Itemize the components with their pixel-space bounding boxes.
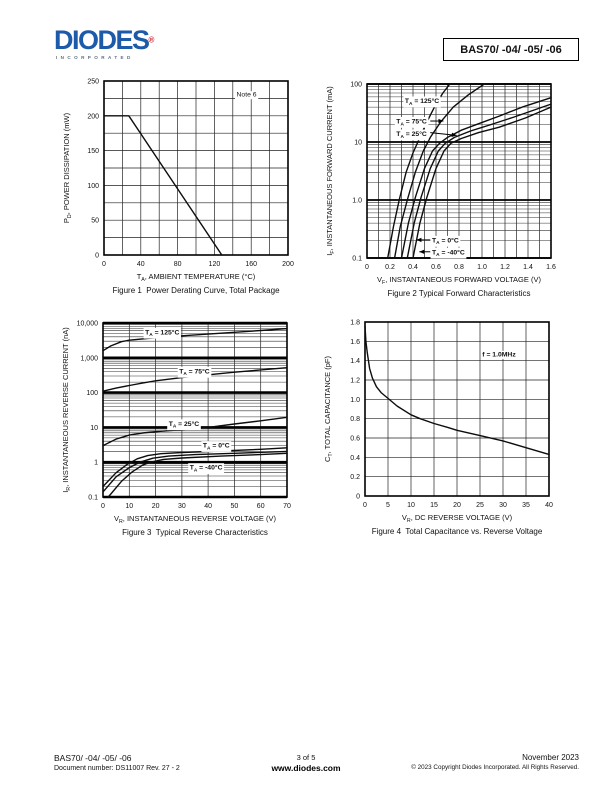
svg-text:120: 120: [208, 261, 221, 268]
svg-text:1.8: 1.8: [350, 319, 360, 327]
svg-text:1.4: 1.4: [350, 358, 360, 366]
svg-text:1.2: 1.2: [350, 377, 360, 385]
svg-text:TA = 125°C: $T_A = 125^\circ C$: [404, 98, 440, 107]
svg-text:0: 0: [102, 261, 106, 268]
svg-text:10: 10: [354, 139, 362, 147]
svg-text:Figure 1 Power Derating Curve: Figure 1 Power Derating Curve, Total Package: [112, 286, 280, 295]
svg-text:Figure 3 Typical Reverse Char: Figure 3 Typical Reverse Characteristics: [122, 528, 268, 537]
svg-text:10: 10: [125, 503, 134, 510]
footer-doc-number: Document number: DS11007 Rev. 27 - 2: [54, 765, 180, 772]
footer-right: [411, 753, 579, 771]
svg-text:35: 35: [522, 502, 530, 509]
figure-4-capacitance-chart: [319, 315, 571, 553]
svg-text:10: 10: [407, 502, 415, 509]
svg-text:0: 0: [363, 502, 367, 509]
figure-1-power-derating-chart: [58, 74, 310, 312]
svg-text:1.0: 1.0: [352, 197, 362, 205]
svg-text:100: 100: [350, 81, 362, 89]
svg-text:f = 1.0MHz: f = 1.0MHz: [482, 351, 516, 359]
svg-text:70: 70: [283, 503, 291, 510]
svg-text:TA = 0°C: $T_A = 0^\circ C$: [202, 442, 230, 452]
svg-text:5: 5: [386, 502, 390, 509]
svg-text:100: 100: [87, 182, 99, 190]
svg-text:CT, TOTAL CAPACITANCE (pF): $C_T$, TOTAL CAPACITANCE (pF): [323, 355, 334, 463]
svg-text:100: 100: [86, 390, 98, 398]
svg-text:0.6: 0.6: [431, 264, 441, 271]
svg-text:40: 40: [204, 503, 212, 510]
svg-text:PD, POWER DISSIPATION (mW): $P_D$, POWER DISSIPATION (mW): [62, 112, 73, 224]
svg-text:80: 80: [173, 261, 182, 268]
svg-text:0.2: 0.2: [350, 474, 360, 482]
svg-text:1.6: 1.6: [350, 338, 360, 346]
svg-text:250: 250: [87, 78, 99, 86]
svg-text:25: 25: [476, 502, 484, 509]
svg-text:200: 200: [87, 113, 99, 121]
diodes-logo-wordmark: DIODES: [54, 25, 149, 55]
svg-text:0.4: 0.4: [350, 454, 360, 462]
figure-3-reverse-characteristics-chart: [57, 316, 309, 554]
svg-text:20: 20: [151, 503, 160, 510]
registered-trademark-icon: ®: [148, 35, 155, 45]
svg-text:0.8: 0.8: [454, 264, 464, 271]
figure-2-forward-characteristics-chart: [321, 77, 573, 315]
svg-text:Note 6: Note 6: [236, 91, 257, 99]
svg-text:Figure 2 Typical Forward Chara: Figure 2 Typical Forward Characteristics: [387, 289, 531, 298]
chart-svg: [58, 74, 310, 307]
svg-text:1.0: 1.0: [477, 264, 487, 271]
svg-text:TA, AMBIENT TEMPERATURE (°C): $T_A$, AMBIENT TEMPERATURE (°C): [136, 272, 256, 283]
svg-text:10: 10: [90, 424, 98, 432]
svg-text:1.4: 1.4: [523, 264, 533, 271]
svg-text:40: 40: [136, 261, 145, 268]
svg-text:0: 0: [95, 252, 99, 260]
svg-text:TA = -40°C: $T_A = -40^\circ C$: [189, 464, 223, 474]
svg-text:30: 30: [499, 502, 507, 509]
website-link[interactable]: www.diodes.com: [271, 763, 341, 773]
series-TA=0C: [407, 104, 551, 258]
diodes-logo: [54, 27, 154, 60]
footer-copyright: © 2023 Copyright Diodes Incorporated. All Rights Reserved.: [411, 764, 579, 771]
svg-text:1.0: 1.0: [350, 396, 360, 404]
svg-text:TA = 25°C: $T_A = 25^\circ C$: [168, 420, 200, 430]
part-number-box: [443, 38, 579, 61]
svg-text:VF, INSTANTANEOUS FORWARD VOLT: $V_F$, INSTANTANEOUS FORWARD VOLTAGE (V): [377, 275, 541, 286]
svg-text:1.6: 1.6: [546, 264, 556, 271]
svg-text:15: 15: [430, 502, 438, 509]
svg-text:160: 160: [245, 261, 258, 268]
svg-text:TA = 25°C: $T_A = 25^\circ C$: [396, 131, 427, 140]
svg-text:0.4: 0.4: [408, 264, 418, 271]
diodes-logo-incorporated: INCORPORATED: [56, 54, 134, 60]
chart-svg: [321, 77, 573, 310]
svg-text:0.8: 0.8: [350, 416, 360, 424]
svg-text:1,000: 1,000: [80, 355, 98, 363]
svg-text:VR, INSTANTANEOUS REVERSE VOLT: $V_R$, INSTANTANEOUS REVERSE VOLTAGE (V): [113, 514, 277, 525]
svg-text:0.2: 0.2: [385, 264, 395, 271]
svg-text:30: 30: [178, 503, 186, 510]
chart-svg: [319, 315, 571, 548]
chart-svg: [57, 316, 309, 549]
footer-part-number: BAS70/ -04/ -05/ -06: [54, 753, 132, 763]
svg-text:TA = 75°C: $T_A = 75^\circ C$: [396, 118, 427, 128]
svg-text:150: 150: [87, 148, 99, 156]
svg-text:IR, INSTANTANEOUS REVERSE CURR: $I_R$, INSTANTANEOUS REVERSE CURRENT (nA): [61, 327, 72, 493]
svg-text:50: 50: [91, 217, 99, 225]
footer-date: November 2023: [522, 753, 579, 762]
svg-text:10,000: 10,000: [76, 320, 98, 328]
svg-text:20: 20: [453, 502, 461, 509]
svg-text:1.2: 1.2: [500, 264, 510, 271]
svg-text:0: 0: [356, 493, 360, 501]
svg-text:0.1: 0.1: [88, 494, 98, 502]
svg-text:0.6: 0.6: [350, 435, 360, 443]
svg-text:0: 0: [365, 264, 369, 271]
svg-text:TA = 0°C: $T_A = 0^\circ C$: [432, 237, 459, 247]
svg-text:Figure 4 Total Capacitance vs: Figure 4 Total Capacitance vs. Reverse Voltage: [371, 527, 543, 536]
svg-text:TA = 125°C: $T_A = 125^\circ C$: [145, 329, 180, 339]
svg-text:0: 0: [101, 503, 105, 510]
svg-text:TA = -40°C: $T_A = -40^\circ C$: [432, 249, 465, 259]
svg-text:1: 1: [94, 459, 98, 467]
page-number: 3 of 5: [296, 753, 316, 762]
svg-text:VR, DC REVERSE VOLTAGE (V): $V_R$, DC REVERSE VOLTAGE (V): [401, 513, 513, 524]
svg-text:60: 60: [256, 503, 265, 510]
svg-text:0.1: 0.1: [352, 255, 362, 263]
part-number: BAS70/ -04/ -05/ -06: [460, 43, 562, 56]
svg-text:50: 50: [230, 503, 239, 510]
svg-text:200: 200: [282, 261, 294, 268]
svg-text:TA = 75°C: $T_A = 75^\circ C$: [179, 368, 210, 378]
svg-text:40: 40: [545, 502, 553, 509]
svg-text:IF, INSTANTANEOUS FORWARD CURR: $I_F$, INSTANTANEOUS FORWARD CURRENT (mA): [325, 86, 336, 256]
